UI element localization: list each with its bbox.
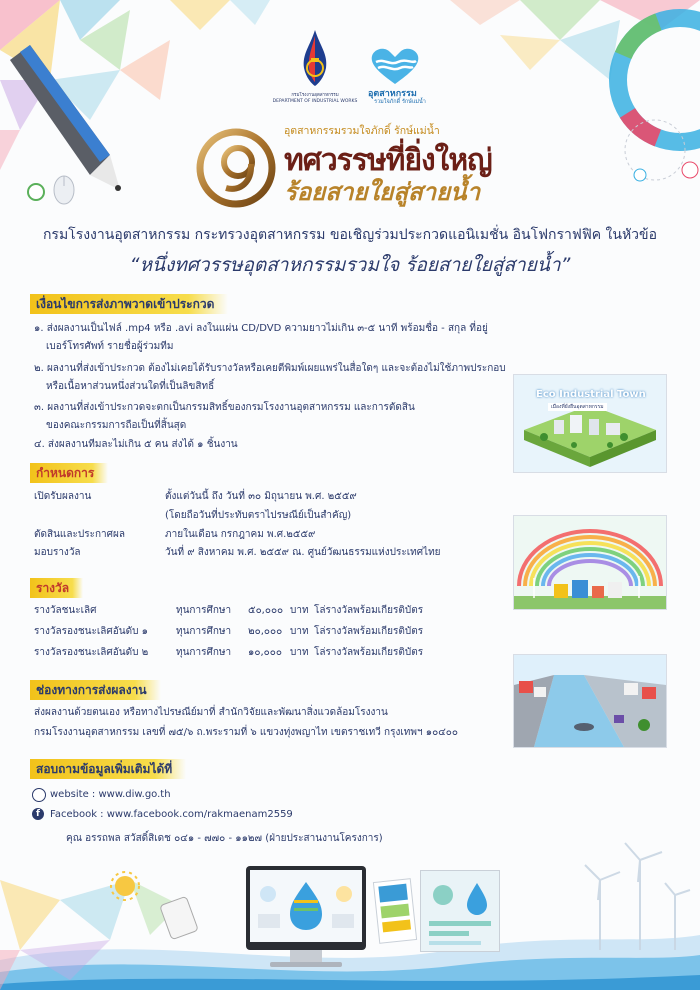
infographic-preview bbox=[250, 870, 362, 942]
river-town-illustration bbox=[514, 655, 666, 747]
prize-kind: ทุนการศึกษา bbox=[176, 605, 232, 616]
diw-caption-en: DEPARTMENT OF INDUSTRIAL WORKS bbox=[272, 99, 358, 104]
schedule-heading: กำหนดการ bbox=[30, 463, 108, 483]
prize-amount: ๒๐,๐๐๐ bbox=[248, 626, 283, 637]
facebook-link[interactable]: Facebook : www.facebook.com/rakmaenam2559 bbox=[50, 809, 293, 820]
submission-line: กรมโรงงานอุตสาหกรรม เลขที่ ๗๕/๖ ถ.พระรามที่ ๖ แขวงทุ่งพญาไท เขตราชเทวี กรุงเทพฯ ๑๐๔๐๐ bbox=[34, 727, 458, 738]
monitor-mockup bbox=[246, 866, 366, 950]
sub-title: ร้อยสายใยสู่สายน้ำ bbox=[284, 178, 481, 206]
facebook-icon: f bbox=[32, 808, 44, 820]
website-link[interactable]: website : www.diw.go.th bbox=[50, 789, 171, 800]
condition-line: ๒. ผลงานที่ส่งเข้าประกวด ต้องไม่เคยได้รับรางวัลหรือเคยตีพิมพ์เผยแพร่ในสื่อใดๆ และจะต้องไม่ใช้ภาพประกอบ bbox=[34, 363, 506, 374]
prize-name: รางวัลรองชนะเลิศอันดับ ๒ bbox=[34, 647, 149, 658]
prize-kind: ทุนการศึกษา bbox=[176, 626, 232, 637]
poster-preview bbox=[421, 871, 499, 951]
submission-line: ส่งผลงานด้วยตนเอง หรือทางไปรษณีย์มาที่ สำนักวิจัยและพัฒนาสิ่งแวดล้อมโรงงาน bbox=[34, 707, 388, 718]
contest-topic: “หนึ่งทศวรรษอุตสาหกรรมรวมใจ ร้อยสายใยสู่สายน้ำ” bbox=[129, 254, 571, 276]
prize-extra: โล่รางวัลพร้อมเกียรติบัตร bbox=[314, 647, 424, 658]
schedule-value: ตั้งแต่วันนี้ ถึง วันที่ ๓๐ มิถุนายน พ.ศ. ๒๕๕๙ bbox=[165, 491, 357, 502]
prizes-heading: รางวัล bbox=[30, 578, 83, 598]
condition-line: เบอร์โทรศัพท์ รายชื่อผู้ร่วมทีม bbox=[46, 341, 174, 352]
condition-line: หรือเนื้อหาส่วนหนึ่งส่วนใดที่เป็นลิขสิทธิ์ bbox=[46, 381, 215, 392]
prize-unit: บาท bbox=[290, 626, 309, 637]
poster-mockup bbox=[420, 870, 500, 952]
submission-heading: ช่องทางการส่งผลงาน bbox=[30, 680, 161, 700]
river-town-image bbox=[513, 654, 667, 748]
prize-amount: ๕๐,๐๐๐ bbox=[248, 605, 284, 616]
condition-line: ๓. ผลงานที่ส่งเข้าประกวดจะตกเป็นกรรมสิทธิ์ของกรมโรงงานอุตสาหกรรม และการตัดสิน bbox=[34, 402, 415, 413]
contact-heading: สอบถามข้อมูลเพิ่มเติมได้ที่ bbox=[30, 759, 186, 779]
river-logo-text: อุตสาหกรรม bbox=[368, 89, 417, 99]
condition-line: ของคณะกรรมการถือเป็นที่สิ้นสุด bbox=[46, 420, 187, 431]
prize-unit: บาท bbox=[290, 647, 309, 658]
eco-town-sub: เมืองที่ยั่งยืนอุตสาหกรรม bbox=[548, 403, 607, 411]
prize-name: รางวัลรองชนะเลิศอันดับ ๑ bbox=[34, 626, 148, 637]
schedule-label: เปิดรับผลงาน bbox=[34, 491, 92, 502]
main-title: ทศวรรษที่ยิ่งใหญ่ bbox=[284, 143, 492, 178]
leaflet-mockup bbox=[373, 878, 417, 944]
eco-town-image bbox=[513, 374, 667, 473]
monitor-base bbox=[270, 962, 342, 967]
river-heart-logo-icon bbox=[368, 46, 423, 86]
contact-phone: คุณ อรรถพล สวัสดิ์สิเดช ๐๔๑ - ๗๗๐ - ๑๑๒๗ (ฝ่ายประสานงานโครงการ) bbox=[66, 833, 383, 844]
prize-extra: โล่รางวัลพร้อมเกียรติบัตร bbox=[314, 605, 424, 616]
schedule-label: ตัดสินและประกาศผล bbox=[34, 529, 125, 540]
prize-extra: โล่รางวัลพร้อมเกียรติบัตร bbox=[314, 626, 424, 637]
rainbow-city-image bbox=[513, 515, 667, 610]
prize-unit: บาท bbox=[290, 605, 309, 616]
diw-caption-th: กรมโรงงานอุตสาหกรรม bbox=[291, 93, 339, 98]
condition-line: ๔. ส่งผลงานทีมละไม่เกิน ๕ คน ส่งได้ ๑ ชิ้นงาน bbox=[34, 439, 238, 450]
invitation-text: กรมโรงงานอุตสาหกรรม กระทรวงอุตสาหกรรม ขอเชิญร่วมประกวดแอนิเมชั่น อินโฟกราฟฟิค ในหัวข้อ bbox=[42, 227, 658, 243]
prize-name: รางวัลชนะเลิศ bbox=[34, 605, 97, 616]
river-logo-sub: รวมใจภักดิ์ รักษ์แม่น้ำ bbox=[374, 99, 426, 105]
tagline: อุตสาหกรรมรวมใจภักดิ์ รักษ์แม่น้ำ bbox=[284, 125, 440, 137]
schedule-label: มอบรางวัล bbox=[34, 547, 81, 558]
nine-emblem-icon bbox=[196, 128, 276, 208]
condition-line: ๑. ส่งผลงานเป็นไฟล์ .mp4 หรือ .avi ลงในแผ่น CD/DVD ความยาวไม่เกิน ๓-๕ นาที พร้อมชื่อ - สกุล ที่อยู่ bbox=[34, 323, 488, 334]
schedule-value: (โดยถือวันที่ประทับตราไปรษณีย์เป็นสำคัญ) bbox=[165, 510, 352, 521]
eco-town-title: Eco Industrial Town bbox=[536, 389, 646, 400]
schedule-value: วันที่ ๙ สิงหาคม พ.ศ. ๒๕๕๙ ณ. ศูนย์วัฒนธรรมแห่งประเทศไทย bbox=[165, 547, 441, 558]
prize-kind: ทุนการศึกษา bbox=[176, 647, 232, 658]
rainbow-city-illustration bbox=[514, 516, 666, 609]
diw-logo-caption bbox=[270, 93, 360, 105]
globe-icon bbox=[32, 788, 46, 802]
schedule-value: ภายในเดือน กรกฎาคม พ.ศ.๒๕๕๙ bbox=[165, 529, 316, 540]
prize-amount: ๑๐,๐๐๐ bbox=[248, 647, 282, 658]
conditions-heading: เงื่อนไขการส่งภาพวาดเข้าประกวด bbox=[30, 294, 228, 314]
diw-logo-icon bbox=[290, 28, 340, 92]
